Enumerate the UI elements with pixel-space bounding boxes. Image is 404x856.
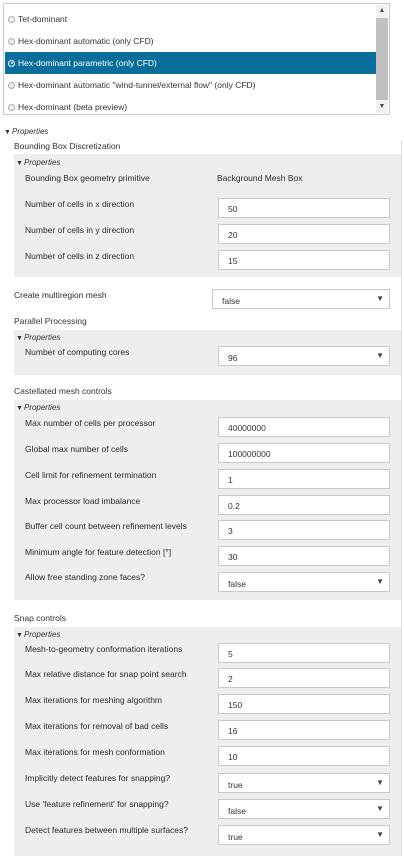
cores-label: Number of computing cores bbox=[25, 347, 130, 357]
castellated-title: Castellated mesh controls bbox=[14, 386, 112, 396]
algorithm-option-tet-dominant[interactable] bbox=[5, 8, 377, 30]
bounding-box-title: Bounding Box Discretization bbox=[14, 141, 121, 151]
free-standing-select[interactable] bbox=[218, 572, 390, 592]
implicit-features-value: true bbox=[228, 780, 243, 790]
max-iter-meshing-input[interactable] bbox=[218, 694, 390, 714]
max-rel-dist-label: Max relative distance for snap point search bbox=[25, 669, 187, 679]
triangle-down-icon: ▼ bbox=[16, 632, 23, 639]
radio-icon[interactable] bbox=[8, 16, 15, 23]
properties-toggle-label: Properties bbox=[23, 630, 61, 639]
castellated-properties-toggle[interactable] bbox=[16, 403, 60, 412]
cores-value: 96 bbox=[228, 353, 238, 363]
algorithm-option-hex-automatic[interactable] bbox=[5, 30, 377, 52]
multiregion-value: false bbox=[222, 296, 240, 306]
parallel-title: Parallel Processing bbox=[14, 316, 87, 326]
properties-toggle[interactable] bbox=[4, 127, 48, 136]
list-scrollbar[interactable] bbox=[376, 5, 388, 113]
buffer-cells-input[interactable] bbox=[218, 520, 390, 540]
radio-icon[interactable] bbox=[8, 60, 15, 67]
parallel-properties-toggle[interactable] bbox=[16, 333, 60, 342]
cells-z-label: Number of cells in z direction bbox=[25, 251, 135, 261]
feature-refinement-value: false bbox=[228, 806, 246, 816]
conformation-iter-label: Mesh-to-geometry conformation iterations bbox=[25, 644, 183, 654]
max-iter-conformation-input[interactable] bbox=[218, 746, 390, 766]
snap-properties-toggle[interactable] bbox=[16, 630, 60, 639]
properties-toggle-label: Properties bbox=[23, 403, 61, 412]
algorithm-option-label: Hex-dominant automatic (only CFD) bbox=[18, 36, 154, 46]
triangle-down-icon: ▼ bbox=[376, 804, 384, 813]
multiregion-select[interactable] bbox=[212, 289, 390, 309]
max-rel-dist-input[interactable] bbox=[218, 668, 390, 688]
triangle-down-icon: ▼ bbox=[16, 160, 23, 167]
cell-limit-input[interactable] bbox=[218, 469, 390, 489]
scrollbar-thumb[interactable] bbox=[376, 18, 388, 100]
properties-toggle-label: Properties bbox=[11, 127, 49, 136]
cores-select[interactable] bbox=[218, 346, 390, 366]
primitive-value: Background Mesh Box bbox=[217, 173, 303, 183]
multi-surface-select[interactable] bbox=[218, 825, 390, 845]
cell-limit-label: Cell limit for refinement termination bbox=[25, 470, 157, 480]
algorithm-option-label: Tet-dominant bbox=[18, 14, 68, 24]
feature-refinement-select[interactable] bbox=[218, 799, 390, 819]
triangle-down-icon: ▼ bbox=[16, 405, 23, 412]
arrow-up-icon[interactable]: ▲ bbox=[378, 7, 386, 14]
conformation-iter-input[interactable] bbox=[218, 643, 390, 663]
cells-y-label: Number of cells in y direction bbox=[25, 225, 135, 235]
multi-surface-value: true bbox=[228, 832, 243, 842]
algorithm-option-label: Hex-dominant parametric (only CFD) bbox=[18, 58, 157, 68]
free-standing-value: false bbox=[228, 579, 246, 589]
cells-x-input[interactable] bbox=[218, 198, 390, 218]
radio-icon[interactable] bbox=[8, 38, 15, 45]
multi-surface-label: Detect features between multiple surfaces? bbox=[25, 825, 189, 835]
arrow-down-icon[interactable]: ▼ bbox=[378, 103, 386, 110]
max-cells-per-proc-label: Max number of cells per processor bbox=[25, 418, 156, 428]
algorithm-option-label: Hex-dominant automatic "wind-tunnel/external flow" (only CFD) bbox=[18, 80, 256, 90]
max-iter-conformation-label: Max iterations for mesh conformation bbox=[25, 747, 165, 757]
properties-toggle-label: Properties bbox=[23, 333, 61, 342]
algorithm-option-hex-wind-tunnel[interactable] bbox=[5, 74, 377, 96]
max-cells-per-proc-input[interactable] bbox=[218, 417, 390, 437]
primitive-label: Bounding Box geometry primitive bbox=[25, 173, 150, 183]
min-angle-label: Minimum angle for feature detection [°] bbox=[25, 547, 172, 557]
triangle-down-icon: ▼ bbox=[376, 294, 384, 303]
implicit-features-label: Implicitly detect features for snapping? bbox=[25, 773, 171, 783]
cells-y-input[interactable] bbox=[218, 224, 390, 244]
algorithm-option-hex-beta[interactable] bbox=[5, 96, 377, 118]
triangle-down-icon: ▼ bbox=[16, 335, 23, 342]
algorithm-option-label: Hex-dominant (beta preview) bbox=[18, 102, 128, 112]
global-max-cells-label: Global max number of cells bbox=[25, 444, 128, 454]
triangle-down-icon: ▼ bbox=[4, 129, 11, 136]
max-iter-meshing-label: Max iterations for meshing algorithm bbox=[25, 695, 163, 705]
triangle-down-icon: ▼ bbox=[376, 830, 384, 839]
snap-title: Snap controls bbox=[14, 613, 66, 623]
algorithm-option-hex-parametric[interactable] bbox=[5, 52, 377, 74]
min-angle-input[interactable] bbox=[218, 546, 390, 566]
properties-toggle-label: Properties bbox=[23, 158, 61, 167]
buffer-cells-label: Buffer cell count between refinement levels bbox=[25, 521, 187, 531]
max-iter-bad-cells-label: Max iterations for removal of bad cells bbox=[25, 721, 169, 731]
free-standing-label: Allow free standing zone faces? bbox=[25, 572, 146, 582]
feature-refinement-label: Use 'feature refinement' for snapping? bbox=[25, 799, 169, 809]
bounding-box-properties-toggle[interactable] bbox=[16, 158, 60, 167]
meshing-algorithm-list[interactable] bbox=[3, 3, 390, 115]
triangle-down-icon: ▼ bbox=[376, 351, 384, 360]
radio-icon[interactable] bbox=[8, 104, 15, 111]
global-max-cells-input[interactable] bbox=[218, 443, 390, 463]
multiregion-label: Create multiregion mesh bbox=[14, 290, 107, 300]
max-imbalance-input[interactable] bbox=[218, 495, 390, 515]
triangle-down-icon: ▼ bbox=[376, 778, 384, 787]
panel-border bbox=[401, 140, 402, 856]
max-iter-bad-cells-input[interactable] bbox=[218, 720, 390, 740]
radio-icon[interactable] bbox=[8, 82, 15, 89]
cells-x-label: Number of cells in x direction bbox=[25, 199, 135, 209]
max-imbalance-label: Max processor load imbalance bbox=[25, 496, 141, 506]
implicit-features-select[interactable] bbox=[218, 773, 390, 793]
triangle-down-icon: ▼ bbox=[376, 577, 384, 586]
cells-z-input[interactable] bbox=[218, 250, 390, 270]
